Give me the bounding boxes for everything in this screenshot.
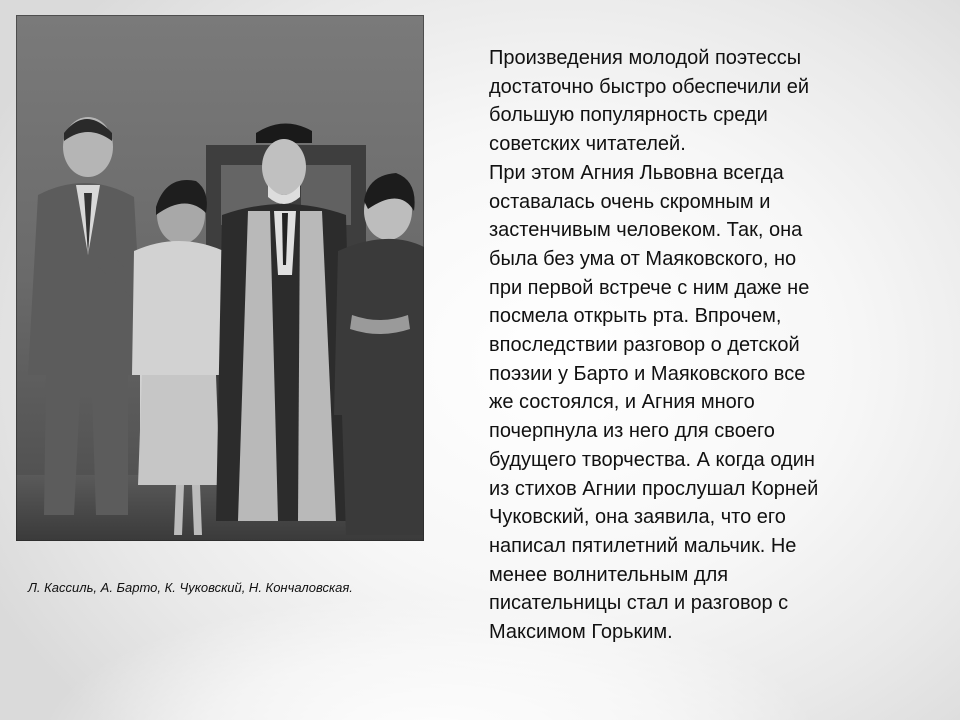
text-line: Максимом Горьким. xyxy=(489,621,673,644)
text-line: при первой встрече с ним даже не xyxy=(489,276,810,299)
text-line: поэзии у Барто и Маяковского все xyxy=(489,362,806,385)
text-line: впоследствии разговор о детской xyxy=(489,334,800,357)
text-line: советских читателей. xyxy=(489,133,686,156)
paragraph-2 xyxy=(489,159,949,647)
text-line: почерпнула из него для своего xyxy=(489,420,775,443)
text-line: посмела открыть рта. Впрочем, xyxy=(489,305,782,328)
text-line: менее волнительным для xyxy=(489,563,729,586)
group-photo xyxy=(16,15,424,541)
text-line: писательницы стал и разговор с xyxy=(489,592,789,615)
body-text xyxy=(489,44,949,647)
text-line: большую популярность среди xyxy=(489,104,768,127)
text-line: была без ума от Маяковского, но xyxy=(489,247,797,270)
text-line: Чуковский, она заявила, что его xyxy=(489,506,786,529)
text-line: достаточно быстро обеспечили ей xyxy=(489,75,810,98)
text-line: застенчивым человеком. Так, она xyxy=(489,219,803,242)
photo-caption: Л. Кассиль, А. Барто, К. Чуковский, Н. Кончаловская. xyxy=(28,580,353,595)
paragraph-1 xyxy=(489,44,949,159)
text-line: же состоялся, и Агния много xyxy=(489,391,755,414)
text-line: Произведения молодой поэтессы xyxy=(489,47,802,69)
text-line: будущего творчества. А когда один xyxy=(489,448,815,471)
text-line: При этом Агния Львовна всегда xyxy=(489,161,784,184)
text-line: из стихов Агнии прослушал Корней xyxy=(489,477,819,500)
text-line: оставалась очень скромным и xyxy=(489,190,771,213)
photo-illustration xyxy=(16,15,424,541)
text-line: написал пятилетний мальчик. Не xyxy=(489,534,797,557)
